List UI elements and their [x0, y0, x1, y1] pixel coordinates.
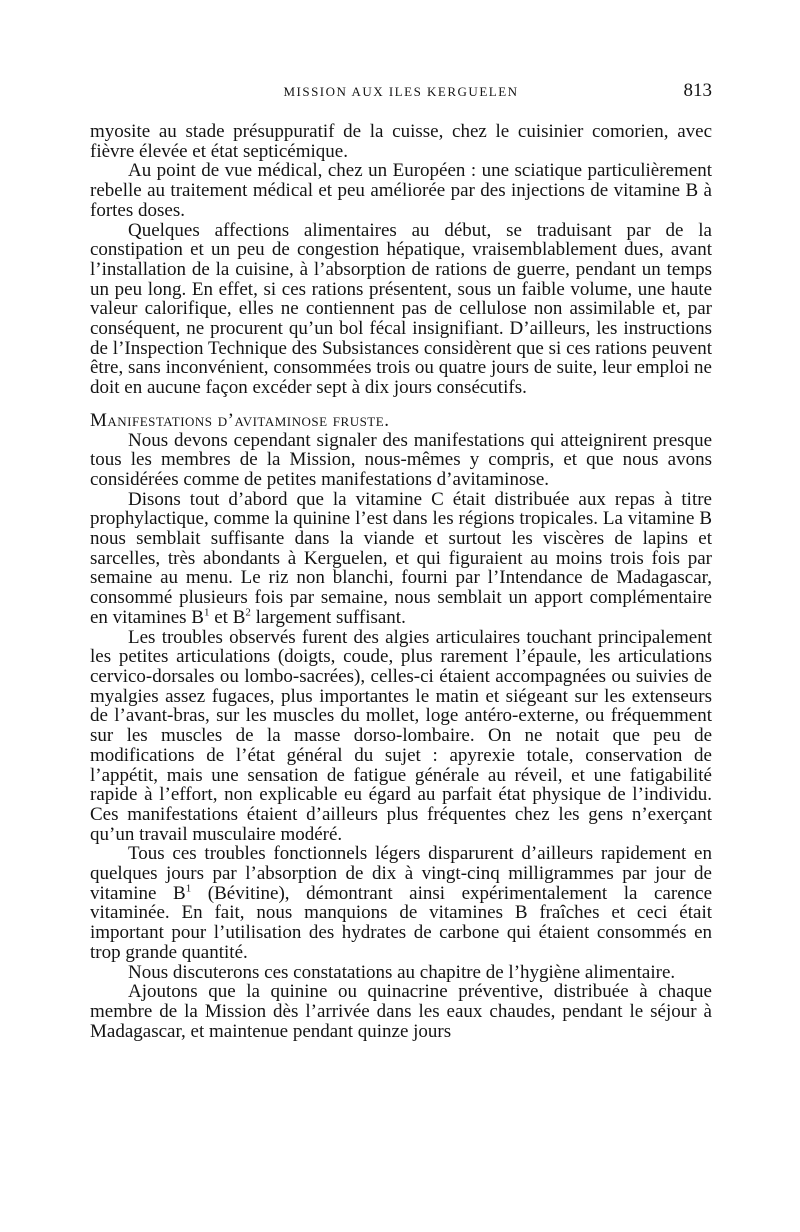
- paragraph-treatment-text: (Bévitine), démontrant ainsi expérimentalement la carence vitaminée. En fait, nous manquions de vitamines B fraîches et ceci était important pour l’utilisation des hydrates de carbone qui étaient consommés en trop grande quantité.: [90, 882, 713, 963]
- paragraph-alimentary: Quelques affections alimentaires au début, se traduisant par de la constipation et un peu de congestion hépatique, vraisemblablement dues, avant l’installation de la cuisine, à l’absorption de rations de guerre, pendant un temps un peu long. En effet, si ces rations présentent, sous un faible volume, une haute valeur calorifique, elles ne contiennent pas de cellulose non assimilable et, par conséquent, ne procurent qu’un bol fécal insignifiant. D’ailleurs, les instructions de l’Inspection Technique des Subsistances considèrent que si ces rations peuvent être, sans inconvénient, consommées trois ou quatre jours de suite, leur emploi ne doit en aucune façon excéder sept à dix jours consécutifs.: [90, 219, 712, 399]
- paragraph-discussion: Nous discuterons ces constatations au chapitre de l’hygiène alimentaire.: [128, 961, 676, 983]
- paragraph-vitamins-text: et B: [209, 606, 246, 628]
- superscript: 1: [203, 606, 210, 619]
- paragraph-treatment: [90, 844, 712, 962]
- running-head: [90, 80, 712, 106]
- superscript: 1: [185, 882, 192, 895]
- paragraph-manifestations: Nous devons cependant signaler des manifestations qui atteignirent presque tous les membres de la Mission, nous-mêmes y compris, et que nous avons considérées comme de petites manifestations d’avitaminose.: [90, 429, 712, 490]
- paragraph-quinine: Ajoutons que la quinine ou quinacrine préventive, distribuée à chaque membre de la Mission dès l’arrivée dans les eaux chaudes, pendant le séjour à Madagascar, et maintenue pendant quinze jours: [90, 981, 712, 1042]
- paragraph-vitamins: [90, 490, 712, 628]
- paragraph-treatment-text: Tous ces troubles fonctionnels légers disparurent d’ailleurs rapidement en quelques jours par l’absorption de dix à vingt-cinq milligrammes par jour de vitamine B: [90, 843, 712, 904]
- superscript: 2: [245, 606, 251, 619]
- body-text: [90, 122, 712, 1041]
- running-head-title: MISSION AUX ILES KERGUELEN: [283, 84, 519, 99]
- paragraph-continued: myosite au stade présuppuratif de la cuisse, chez le cuisinier comorien, avec fièvre élevée et état septicémique.: [90, 121, 712, 162]
- paragraph-vitamins-text: Disons tout d’abord que la vitamine C était distribuée aux repas à titre prophylactique, comme la quinine l’est dans les régions tropicales. La vitamine B nous semblait suffisante dans la viande et surtout les viscères de lapins et sarcelles, très abondants à Kerguelen, et qui figuraient au moins trois fois par semaine au menu. Le riz non blanchi, fourni par l’Intendance de Madagascar, consommé plusieurs fois par semaine, nous semblait un apport complémentaire en vitamines B: [90, 488, 712, 628]
- page-number: 813: [683, 80, 712, 101]
- paragraph-medical: Au point de vue médical, chez un Européen : une sciatique particulièrement rebelle au traitement médical et peu améliorée par des injections de vitamine B à fortes doses.: [90, 160, 712, 221]
- paragraph-troubles: Les troubles observés furent des algies articulaires touchant principalement les petites articulations (doigts, coude, plus rarement l’épaule, les articulations cervico-dorsales ou lombo-sacrées), celles-ci étaient accompagnées ou suivies de myalgies assez fugaces, plus importantes le matin et siégeant sur les extenseurs de l’avant-bras, sur les muscles du mollet, loge antéro-externe, ou fréquemment sur les muscles de la masse dorso-lombaire. On ne notait que peu de modifications de l’état général du sujet : apyrexie totale, conservation de l’appétit, mais une sensation de fatigue générale au réveil, et une fatigabilité rapide à l’effort, non explicable eu égard au parfait état physique de l’individu. Ces manifestations étaient d’ailleurs plus fréquentes chez les gens n’exerçant qu’un travail musculaire modéré.: [90, 626, 712, 845]
- section-heading: Manifestations d’avitaminose fruste.: [90, 409, 390, 431]
- paragraph-vitamins-text: largement suffisant.: [250, 606, 406, 628]
